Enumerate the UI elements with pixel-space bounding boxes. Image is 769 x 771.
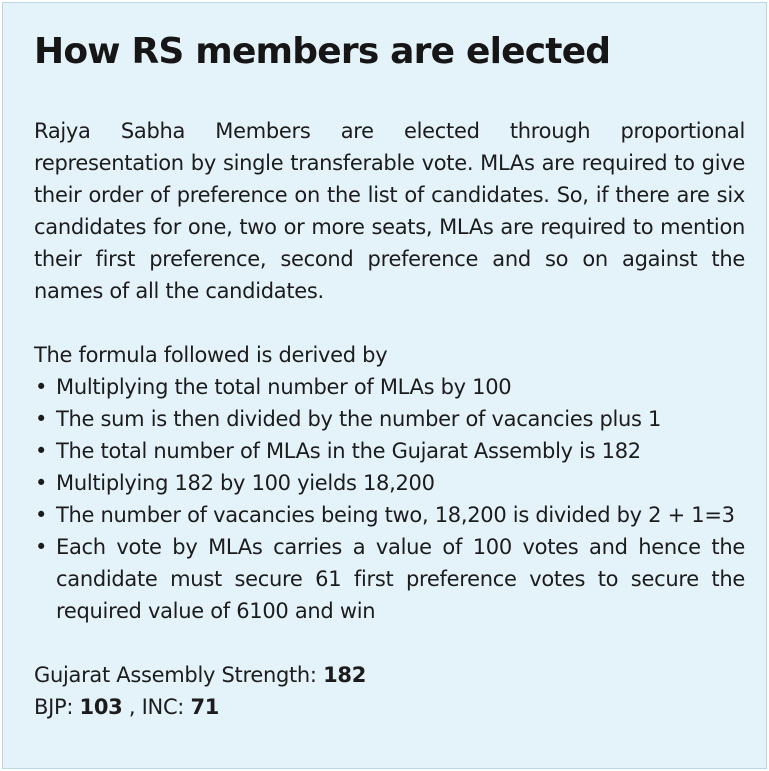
list-item-text: Multiplying the total number of MLAs by 100: [56, 375, 512, 399]
list-item: [34, 371, 745, 403]
list-item: [34, 467, 745, 499]
party-line: [34, 691, 745, 723]
list-item-text: The number of vacancies being two, 18,200 is divided by 2 + 1=3: [56, 503, 735, 527]
bullet-icon: •: [35, 535, 48, 559]
separator: ,: [128, 695, 136, 719]
info-box: [2, 2, 767, 769]
list-item: [34, 499, 745, 531]
formula-intro: The formula followed is derived by: [34, 343, 388, 367]
inc-label: INC:: [141, 695, 185, 719]
bullet-icon: •: [35, 439, 48, 463]
inc-value: 71: [190, 695, 220, 719]
bullet-icon: •: [35, 375, 48, 399]
strength-value: 182: [323, 663, 367, 687]
bullet-icon: •: [35, 471, 48, 495]
assembly-stats: [34, 659, 745, 723]
content-body: [34, 115, 745, 723]
bjp-label: BJP:: [34, 695, 74, 719]
bullet-icon: •: [35, 503, 48, 527]
strength-label: Gujarat Assembly Strength:: [34, 663, 317, 687]
list-item: [34, 531, 745, 627]
list-item-text: The sum is then divided by the number of vacancies plus 1: [56, 407, 662, 431]
strength-line: [34, 659, 745, 691]
bullet-icon: •: [35, 407, 48, 431]
list-item-text: Each vote by MLAs carries a value of 100 votes and hence the candidate must secure 61 first preference votes to secure the required value of 6100 and win: [56, 535, 745, 623]
list-item-text: The total number of MLAs in the Gujarat Assembly is 182: [56, 439, 641, 463]
description-paragraph: Rajya Sabha Members are elected through proportional representation by single transferable vote. MLAs are required to give their order of preference on the list of candidates. So, if there are six candidates for one, two or more seats, MLAs are required to mention their first preference, second preference and so on against the names of all the candidates.: [34, 119, 745, 303]
list-item: [34, 403, 745, 435]
list-item: [34, 435, 745, 467]
list-item-text: Multiplying 182 by 100 yields 18,200: [56, 471, 435, 495]
bjp-value: 103: [79, 695, 123, 719]
page-title: How RS members are elected: [34, 31, 611, 72]
formula-list: [34, 371, 745, 627]
